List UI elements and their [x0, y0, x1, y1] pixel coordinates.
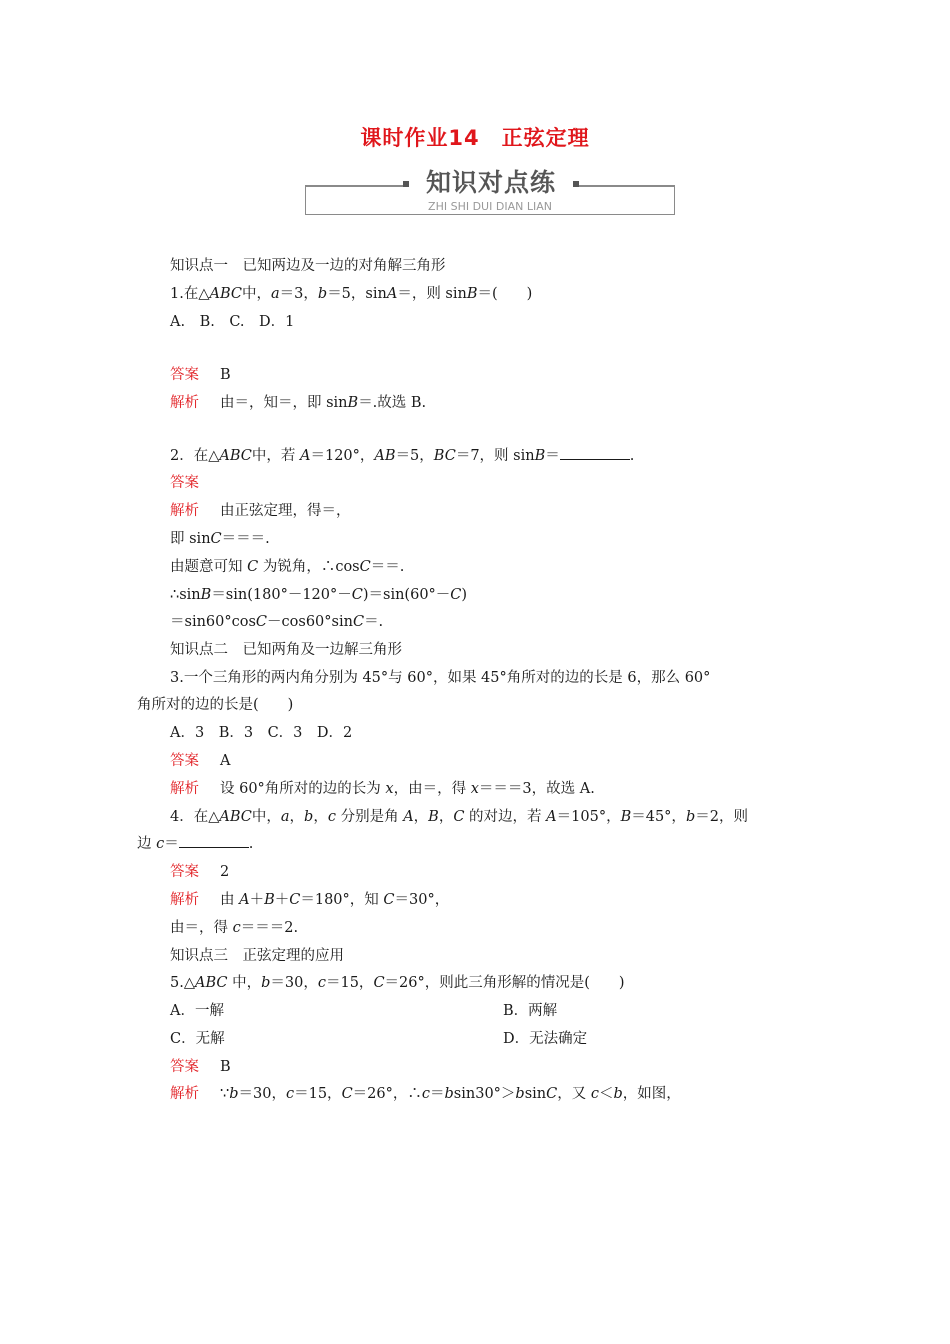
question-5-option-d: D．无法确定 [503, 1031, 588, 1047]
question-4-answer: 答案 2 [170, 864, 230, 880]
answer-label: 答案 [170, 475, 199, 491]
analysis-label: 解析 [170, 781, 199, 797]
question-1-analysis: 解析 由＝，知＝，即 sinB＝.故选 B. [170, 395, 427, 411]
question-1-answer: 答案 B [170, 367, 231, 383]
question-4: 4．在△ABC中，a，b，c 分别是角 A，B，C 的对边，若 A＝105°，B＝45°，b＝2，则 [170, 809, 748, 825]
analysis-label: 解析 [170, 1086, 199, 1102]
answer-label: 答案 [170, 753, 199, 769]
question-5-answer: 答案 B [170, 1059, 231, 1075]
question-4-analysis-line-2: 由＝，得 c＝＝＝2. [170, 920, 299, 936]
question-5: 5.△ABC 中，b＝30，c＝15，C＝26°，则此三角形解的情况是( ) [170, 975, 625, 991]
question-2: 2．在△ABC中，若 A＝120°，AB＝5，BC＝7，则 sinB＝ . [170, 448, 635, 464]
section-heading-1: 知识点一 已知两边及一边的对角解三角形 [170, 258, 446, 274]
analysis-label: 解析 [170, 892, 199, 908]
answer-label: 答案 [170, 1059, 199, 1075]
question-2-answer [170, 473, 220, 493]
question-2-analysis-line-4: ∴sinB＝sin(180°－120°－C)＝sin(60°－C) [170, 587, 468, 603]
answer-blank [179, 835, 249, 848]
question-5-option-b: B．两解 [503, 1003, 558, 1019]
question-2-analysis-line-3: 由题意可知 C 为锐角，∴cosC＝＝. [170, 559, 405, 575]
analysis-label: 解析 [170, 503, 199, 519]
banner-title: 知识对点练 [409, 168, 573, 198]
question-3-line-2: 角所对的边的长是( ) [137, 697, 294, 713]
page-title: 课时作业14 正弦定理 [360, 126, 590, 150]
question-4-analysis: 解析 由 A＋B＋C＝180°，知 C＝30°， [170, 892, 450, 908]
question-3-analysis: 解析 设 60°角所对的边的长为 x，由＝，得 x＝＝＝3，故选 A. [170, 781, 595, 797]
question-4-line-2: 边 c＝ . [137, 836, 254, 852]
question-2-analysis-line-5: ＝sin60°cosC－cos60°sinC＝. [170, 614, 384, 630]
question-5-option-c: C．无解 [170, 1031, 225, 1047]
question-5-option-a: A．一解 [170, 1003, 224, 1019]
analysis-label: 解析 [170, 395, 199, 411]
banner-rule-left [305, 185, 409, 187]
banner-rule-right [573, 185, 675, 187]
question-3: 3.一个三角形的两内角分别为 45°与 60°，如果 45°角所对的边的长是 6，那么 60° [170, 670, 711, 686]
question-3-answer: 答案 A [170, 753, 231, 769]
question-2-analysis-line-2: 即 sinC＝＝＝. [170, 531, 270, 547]
question-5-analysis: 解析 ∵b＝30，c＝15，C＝26°，∴c＝bsin30°＞bsinC，又 c＜b，如图， [170, 1086, 681, 1102]
answer-label: 答案 [170, 864, 199, 880]
question-3-options: A．3 B．3 C．3 D．2 [170, 725, 353, 741]
banner-subtitle: ZHI SHI DUI DIAN LIAN [428, 200, 552, 213]
banner-square-right [573, 181, 579, 187]
question-2-analysis: 解析 由正弦定理，得＝， [170, 503, 351, 519]
answer-blank [560, 447, 630, 460]
answer-label: 答案 [170, 367, 199, 383]
question-1: 1.在△ABC中，a＝3，b＝5，sinA＝，则 sinB＝( ) [170, 286, 533, 302]
section-heading-2: 知识点二 已知两角及一边解三角形 [170, 642, 402, 658]
section-heading-3: 知识点三 正弦定理的应用 [170, 948, 344, 964]
question-1-options: A. B. C. D．1 [170, 314, 295, 330]
